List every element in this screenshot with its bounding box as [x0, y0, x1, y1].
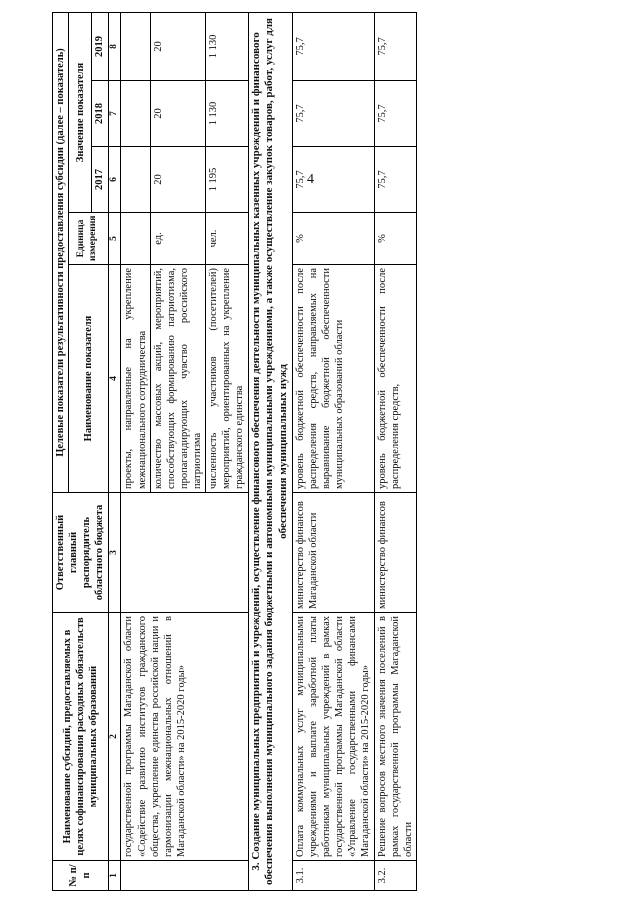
value-2018-cell: 75,7: [292, 81, 374, 147]
value-2019-cell: 75,7: [292, 12, 374, 80]
subsidy-name-cell: государственной программы Магаданской области «Содействие развитию институтов гражданского общества, укрепление единства российской нации и гармонизации межнациональных отношений в Магаданской области» на 2015-2020 годы»: [121, 613, 248, 861]
table-row: [292, 12, 374, 890]
unit-cell: чел.: [206, 213, 248, 265]
subsidy-name-cell: Оплата коммунальных услуг муниципальными учреждениями и выплате заработной платы работникам муниципальных учреждений в рамках государственной программы Магаданской области «Управление государственными финансами Магаданской области» на 2015-2020 годы»: [292, 613, 374, 861]
value-2019-cell: 1 130: [206, 12, 248, 80]
index-cell: 1: [108, 861, 121, 891]
header-year-2019: 2019: [92, 12, 108, 80]
unit-cell: ед.: [150, 213, 206, 265]
index-row: [108, 12, 121, 890]
index-cell: 5: [108, 213, 121, 265]
value-2017-cell: 20: [150, 147, 206, 213]
header-subsidy-name: Наименование субсидий, предоставляемых в целях софинансирования расходных обязательств муниципальных образований: [53, 613, 109, 861]
page-number: 4: [307, 172, 314, 187]
index-cell: 4: [108, 265, 121, 493]
subsidy-name-cell: Решение вопросов местного значения поселений в рамках государственной программы Магаданской области: [374, 613, 416, 861]
header-unit: Единица измерения: [69, 213, 108, 265]
value-2019-cell: 75,7: [374, 12, 416, 80]
value-2018-cell: 75,7: [374, 81, 416, 147]
subsidy-table: [52, 12, 417, 891]
table-row: [374, 12, 416, 890]
unit-cell: %: [292, 213, 374, 265]
section-heading-row: [248, 12, 292, 890]
header-value-group: Значение показателя: [69, 12, 92, 212]
document-content: [52, 13, 417, 891]
indicator-cell: уровень бюджетной обеспеченности после распределения средств, направляемых на выравнивание бюджетной обеспеченности муниципальных образований области: [292, 265, 374, 493]
table-row: [121, 12, 150, 890]
header-number: № п/п: [53, 861, 109, 891]
responsible-cell: министерство финансов Магаданской области: [292, 493, 374, 613]
value-2018-cell: 20: [150, 81, 206, 147]
index-cell: 6: [108, 147, 121, 213]
header-targets: Целевые показатели результативности предоставления субсидии (далее – показатель): [53, 12, 69, 492]
indicator-cell: количество массовых акций, мероприятий, способствующих формированию патриотизма, пропагандирующих чувство российского патриотизма: [150, 265, 206, 493]
header-responsible: Ответственный главный распорядитель областного бюджета: [53, 493, 109, 613]
responsible-cell: [121, 493, 248, 613]
value-2018-cell: 1 130: [206, 81, 248, 147]
index-cell: 2: [108, 613, 121, 861]
indicator-cell: уровень бюджетной обеспеченности после распределения средств,: [374, 265, 416, 493]
value-2017-cell: 75,7: [374, 147, 416, 213]
row-number-cell: 3.2.: [374, 861, 416, 891]
responsible-cell: министерство финансов: [374, 493, 416, 613]
value-2017-cell: 1 195: [206, 147, 248, 213]
header-row-1: [53, 12, 69, 890]
header-indicator-name: Наименование показателя: [69, 265, 108, 493]
indicator-cell: проекты, направленные на укрепление межнационального сотрудничества: [121, 265, 150, 493]
index-cell: 7: [108, 81, 121, 147]
indicator-cell: численность участников (посетителей) мероприятий, ориентированных на укрепление гражданского единства: [206, 265, 248, 493]
index-cell: 3: [108, 493, 121, 613]
unit-cell: [121, 213, 150, 265]
section-3-title: 3. Создание муниципальных предприятий и учреждений, осуществление финансового обеспечения деятельности муниципальных казенных учреждений и финансового обеспечения выполнения муниципального задания бюджетными и автономными муниципальными учреждениями, а также осуществление закупок товаров, работ, услуг для обеспечения муниципальных нужд: [248, 12, 292, 890]
unit-cell: %: [374, 213, 416, 265]
value-2018-cell: [121, 81, 150, 147]
index-cell: 8: [108, 12, 121, 80]
row-number-cell: 3.1.: [292, 861, 374, 891]
value-2019-cell: 20: [150, 12, 206, 80]
value-2017-cell: 75,7: [292, 147, 374, 213]
header-year-2018: 2018: [92, 81, 108, 147]
row-number-cell: [121, 861, 248, 891]
header-year-2017: 2017: [92, 147, 108, 213]
value-2017-cell: [121, 147, 150, 213]
value-2019-cell: [121, 12, 150, 80]
